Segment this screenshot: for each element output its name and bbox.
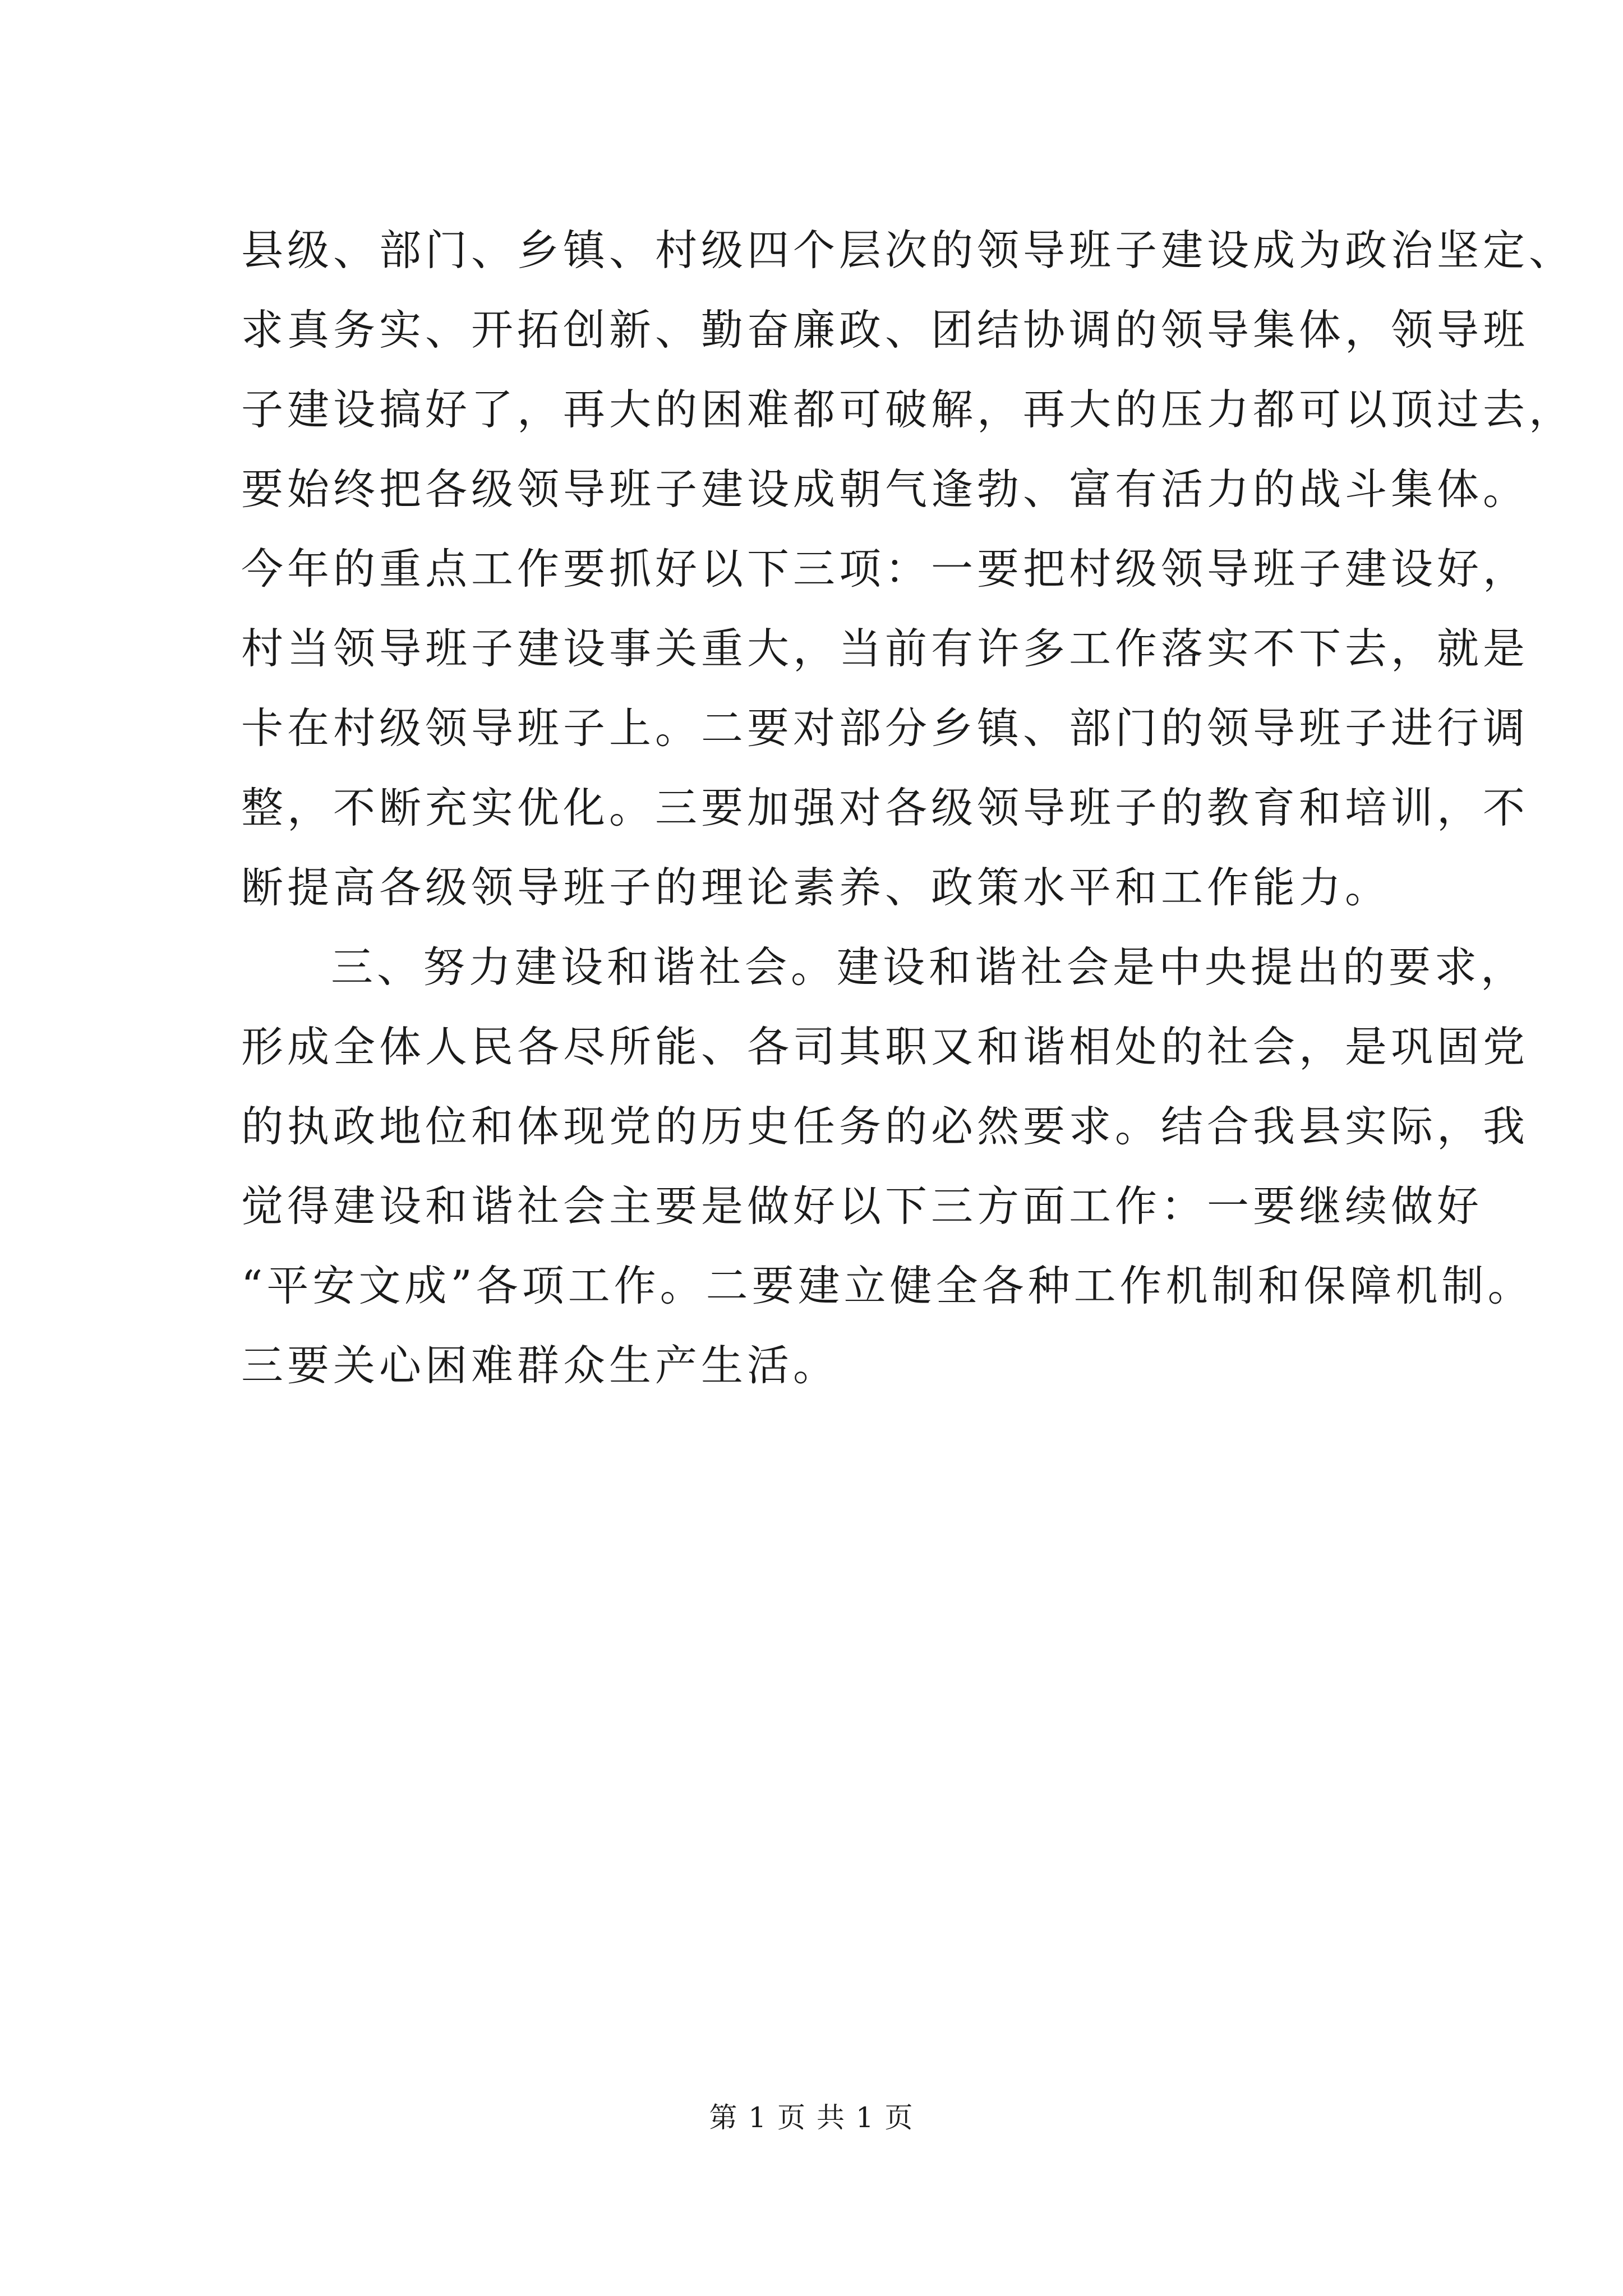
text-line: 要始终把各级领导班子建设成朝气逢勃、富有活力的战斗集体。 — [241, 464, 1529, 514]
body-text — [241, 210, 1575, 1405]
text-line: “平安文成”各项工作。二要建立健全各种工作机制和保障机制。 — [241, 1261, 1534, 1310]
text-line: 卡在村级领导班子上。二要对部分乡镇、部门的领导班子进行调 — [241, 703, 1529, 753]
text-line: 三要关心困难群众生产生活。 — [241, 1341, 840, 1390]
text-line: 断提高各级领导班子的理论素养、政策水平和工作能力。 — [241, 863, 1391, 912]
paragraph-start-line: 三、努力建设和谐社会。建设和谐社会是中央提出的要求， — [331, 942, 1527, 992]
text-line: 子建设搞好了，再大的困难都可破解，再大的压力都可以顶过去， — [241, 385, 1575, 434]
text-line: 县级、部门、乡镇、村级四个层次的领导班子建设成为政治坚定、 — [241, 226, 1575, 275]
page-footer: 第 1 页 共 1 页 — [709, 2101, 914, 2134]
text-line: 求真务实、开拓创新、勤奋廉政、团结协调的领导集体，领导班 — [241, 305, 1529, 355]
text-line: 今年的重点工作要抓好以下三项：一要把村级领导班子建设好， — [241, 544, 1529, 593]
text-line: 村当领导班子建设事关重大，当前有许多工作落实不下去，就是 — [241, 624, 1529, 673]
text-line: 整，不断充实优化。三要加强对各级领导班子的教育和培训，不 — [241, 783, 1529, 832]
text-line: 形成全体人民各尽所能、各司其职又和谐相处的社会，是巩固党 — [241, 1022, 1529, 1071]
text-line: 觉得建设和谐社会主要是做好以下三方面工作：一要继续做好 — [241, 1181, 1483, 1231]
text-line: 的执政地位和体现党的历史任务的必然要求。结合我县实际，我 — [241, 1102, 1529, 1151]
